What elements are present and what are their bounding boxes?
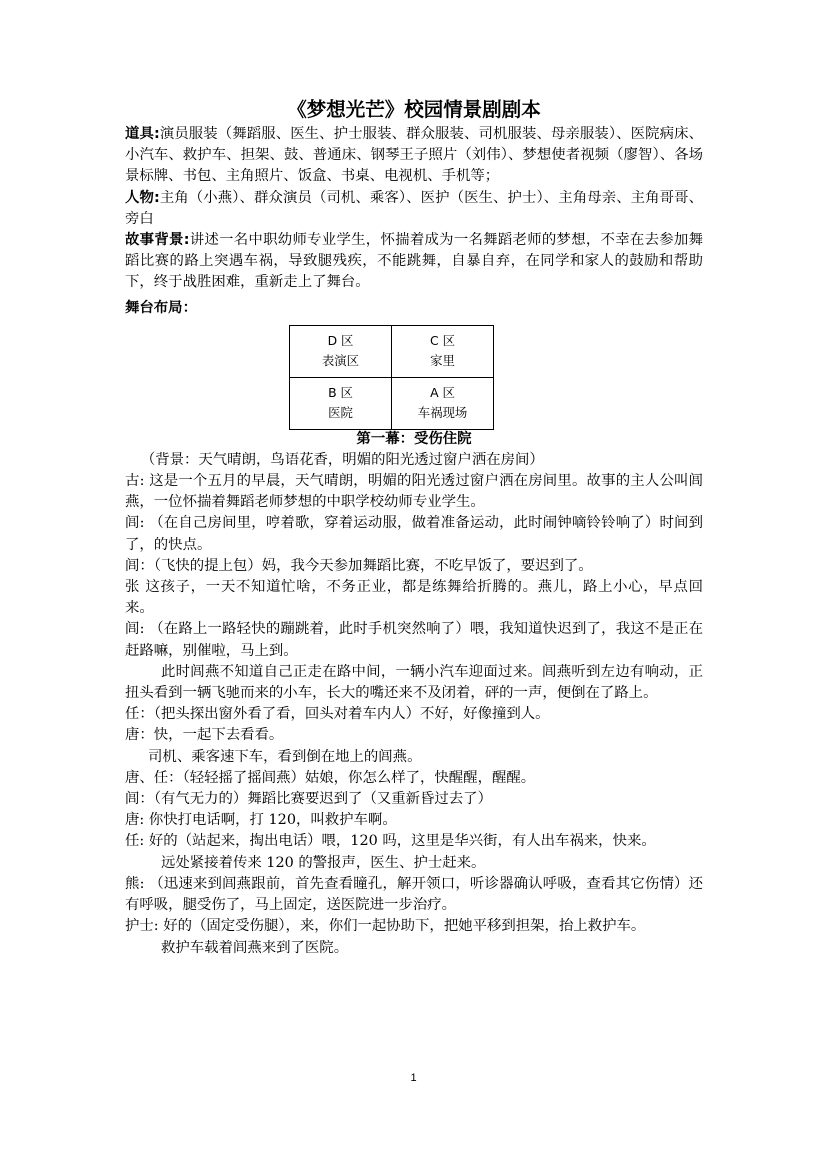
stage-cell-name: 表演区 [321,353,360,369]
script-line: 熊: （迅速来到闾燕跟前，首先查看瞳孔，解开领口，听诊器确认呼吸，查看其它伤情）还有呼吸，腿受伤了，马上固定，送医院进一步治疗。 [125,875,703,914]
script-line: 唐：快，一起下去看看。 [125,727,284,744]
stage-cell-name: 车祸现场 [417,405,468,421]
stage-cell-zone: C 区 [430,333,455,349]
script-line: 闾: （在自己房间里，哼着歌，穿着运动服，做着准备运动，此时闹钟嘀铃铃响了）时间到了，的快点。 [125,515,703,553]
characters-text: 主角（小燕）、群众演员（司机、乘客）、医护（医生、护士）、主角母亲、主角哥哥、旁白 [125,189,703,227]
props-text: 演员服装（舞蹈服、医生、护士服装、群众服装、司机服装、母亲服装）、医院病床、小汽车、救护车、担架、鼓、普通床、钢琴王子照片（刘伟）、梦想使者视频（廖智）、各场景标牌、书包、主角照片、饭盒、书桌、电视机、手机等； [125,126,703,185]
background-paragraph [125,230,703,294]
stage-cell-b [290,377,392,429]
script-line: 闾: （在路上一路轻快的蹦跳着，此时手机突然响了）喂，我知道快迟到了，我这不是正在赶路嘛，别催啦，马上到。 [125,621,703,659]
script-line: 唐: 你快打电话啊，打 120，叫救护车啊。 [125,812,397,829]
stage-cell-name: 家里 [430,353,455,369]
script-narration: 此时闾燕不知道自己正走在路中间，一辆小汽车迎面过来。闾燕听到左边有响动，正扭头看到一辆飞驰而来的小车，长大的嘴还来不及闭着，砰的一声，便倒在了路上。 [125,663,703,702]
script-line-scene: （背景：天气晴朗，鸟语花香，明媚的阳光透过窗户洒在房间） [140,451,544,468]
background-label: 故事背景: [125,232,190,249]
script-line: 张 这孩子，一天不知道忙啥，不务正业，都是练舞给折腾的。燕儿，路上小心，早点回来。 [125,579,703,617]
stage-cell-a [392,377,494,429]
script-stage-direction: 救护车载着闾燕来到了医院。 [161,939,349,956]
script-line: 唐、任：（轻轻摇了摇闾燕）姑娘，你怎么样了，快醒醒，醒醒。 [125,769,536,786]
stage-cell-zone: A 区 [430,385,455,401]
document-title: 《梦想光芒》校园情景剧剧本 [287,98,541,121]
background-text: 讲述一名中职幼师专业学生，怀揣着成为一名舞蹈老师的梦想，不幸在去参加舞蹈比赛的路上突遇车祸，导致腿残疾，不能跳舞，自暴自弃，在同学和家人的鼓励和帮助下，终于战胜困难，重新走上了舞台。 [125,232,703,291]
page-number: 1 [410,1072,417,1084]
script-line: 闾：（有气无力的）舞蹈比赛要迟到了（又重新昏过去了） [125,791,492,808]
stage-cell-d [290,325,392,377]
characters-paragraph [125,188,703,230]
props-paragraph [125,124,703,188]
act-title: 第一幕：受伤住院 [356,430,472,447]
stage-cell-zone: B 区 [328,385,353,401]
characters-label: 人物: [125,189,160,206]
script-stage-direction: 远处紧接着传来 120 的警报声，医生、护士赶来。 [161,854,486,871]
script-line: 护士: 好的（固定受伤腿），来，你们一起协助下，把她平移到担架，抬上救护车。 [125,918,646,935]
script-line: 任：（把头探出窗外看了看，回头对着车内人）不好，好像撞到人。 [125,706,550,723]
stage-layout-table [289,325,494,430]
props-label: 道具: [125,126,160,142]
stage-cell-zone: D 区 [327,333,354,349]
stage-layout-label: 舞台布局： [125,299,197,316]
stage-layout-diagram [125,325,703,433]
script-line: 闾：（飞快的提上包）妈，我今天参加舞蹈比赛，不吃早饭了，要迟到了。 [125,557,593,574]
script-line: 任: 好的（站起来，掏出电话）喂，120 吗，这里是华兴街，有人出车祸来，快来。 [125,833,656,850]
stage-cell-c [392,325,494,377]
stage-cell-name: 医院 [328,405,353,421]
script-line: 古: 这是一个五月的早晨，天气晴朗，明媚的阳光透过窗户洒在房间里。故事的主人公叫闾燕，一位怀揣着舞蹈老师梦想的中职学校幼师专业学生。 [125,473,703,511]
script-stage-direction: 司机、乘客速下车，看到倒在地上的闾燕。 [148,748,422,765]
document-page [125,96,703,959]
